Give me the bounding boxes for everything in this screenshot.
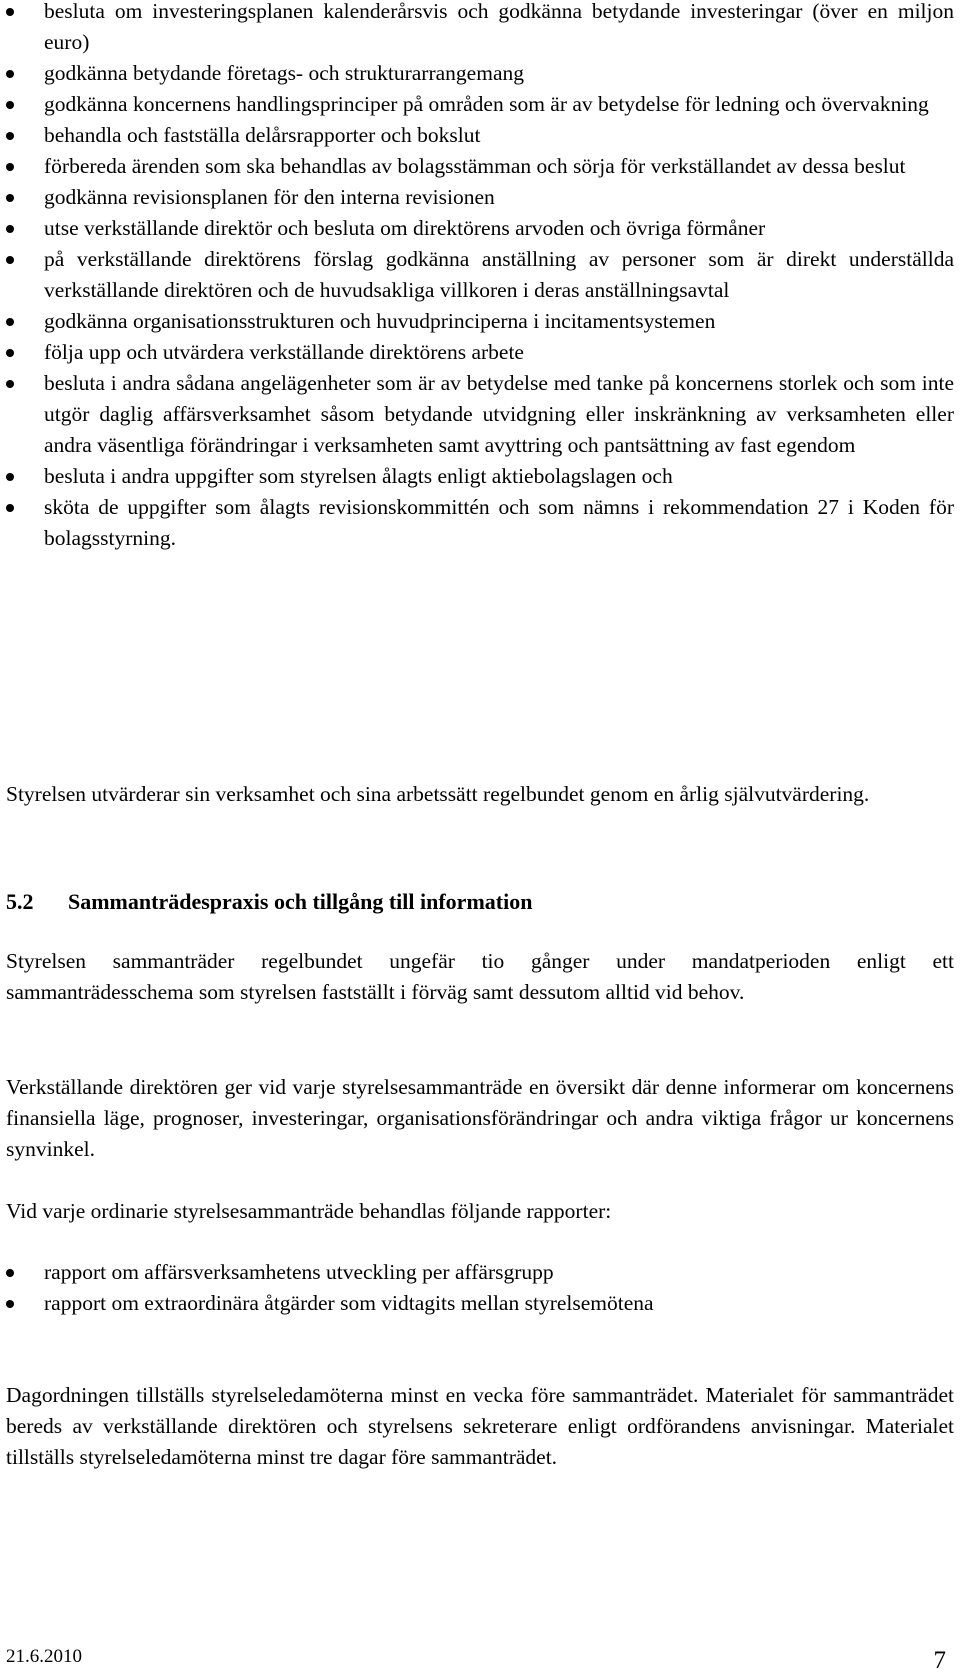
section-title: Sammanträdespraxis och tillgång till information [68,889,533,914]
board-duties-list-block [6,0,954,554]
bullet-icon [6,194,14,202]
bullet-icon [6,504,14,512]
list-item: besluta i andra uppgifter som styrelsen ålagts enligt aktiebolagslagen och [6,461,954,492]
list-item: godkänna organisationsstrukturen och huvudprinciperna i incitamentsystemen [6,306,954,337]
footer-date: 21.6.2010 [6,1646,82,1667]
list-item: följa upp och utvärdera verkställande direktörens arbete [6,337,954,368]
list-item: utse verkställande direktör och besluta om direktörens arvoden och övriga förmåner [6,213,954,244]
bullet-icon [6,349,14,357]
bullet-icon [6,70,14,78]
page-number: 7 [933,1647,946,1674]
bullet-icon [6,101,14,109]
list-item: behandla och fastställa delårsrapporter och bokslut [6,120,954,151]
list-item: på verkställande direktörens förslag godkänna anställning av personer som är direkt underställda verkställande direktören och de huvudsakliga villkoren i deras anställningsavtal [6,244,954,306]
section-heading [6,886,954,917]
list-item: rapport om extraordinära åtgärder som vidtagits mellan styrelsemötena [6,1288,954,1319]
list-item: rapport om affärsverksamhetens utveckling per affärsgrupp [6,1257,954,1288]
reports-list [6,1257,954,1319]
section-number: 5.2 [6,889,34,914]
bullet-icon [6,318,14,326]
reports-list-block [6,1257,954,1319]
meetings-paragraph-block [6,946,954,1008]
ceo-paragraph: Verkställande direktören ger vid varje styrelsesammanträde en översikt där denne informerar om koncernens finansiella läge, prognoser, investeringar, organisationsförändringar och andra viktiga frågor ur koncernens synvinkel. [6,1075,954,1161]
bullet-icon [6,8,14,16]
reports-intro-block [6,1196,954,1227]
list-item: sköta de uppgifter som ålagts revisionskommittén och som nämns i rekommendation 27 i Koden för bolagsstyrning. [6,492,954,554]
list-item: besluta om investeringsplanen kalenderårsvis och godkänna betydande investeringar (över en miljon euro) [6,0,954,58]
bullet-icon [6,1300,14,1308]
bullet-icon [6,256,14,264]
list-item: godkänna koncernens handlingsprinciper på områden som är av betydelse för ledning och övervakning [6,89,954,120]
list-item: godkänna betydande företags- och strukturarrangemang [6,58,954,89]
bullet-icon [6,380,14,388]
evaluation-paragraph-block [6,779,954,810]
meetings-paragraph: Styrelsen sammanträder regelbundet ungefär tio gånger under mandatperioden enligt ett sammanträdesschema som styrelsen fastställt i förväg samt dessutom alltid vid behov. [6,949,954,1004]
reports-intro-paragraph: Vid varje ordinarie styrelsesammanträde behandlas följande rapporter: [6,1199,612,1223]
ceo-paragraph-block [6,1072,954,1165]
agenda-paragraph-block [6,1380,954,1473]
list-item: godkänna revisionsplanen för den interna revisionen [6,182,954,213]
bullet-icon [6,473,14,481]
evaluation-paragraph: Styrelsen utvärderar sin verksamhet och sina arbetssätt regelbundet genom en årlig självutvärdering. [6,782,870,806]
bullet-icon [6,1269,14,1277]
bullet-icon [6,225,14,233]
list-item: besluta i andra sådana angelägenheter som är av betydelse med tanke på koncernens storlek och som inte utgör daglig affärsverksamhet såsom betydande utvidgning eller inskränkning av verksamheten eller andra väsentliga förändringar i verksamheten samt avyttring och pantsättning av fast egendom [6,368,954,461]
board-duties-list [6,0,954,554]
bullet-icon [6,163,14,171]
agenda-paragraph: Dagordningen tillställs styrelseledamöterna minst en vecka före sammanträdet. Materialet för sammanträdet bereds av verkställande direktören och styrelsens sekreterare enligt ordförandens anvisningar. Materialet tillställs styrelseledamöterna minst tre dagar före sammanträdet. [6,1383,954,1469]
list-item: förbereda ärenden som ska behandlas av bolagsstämman och sörja för verkställandet av dessa beslut [6,151,954,182]
bullet-icon [6,132,14,140]
